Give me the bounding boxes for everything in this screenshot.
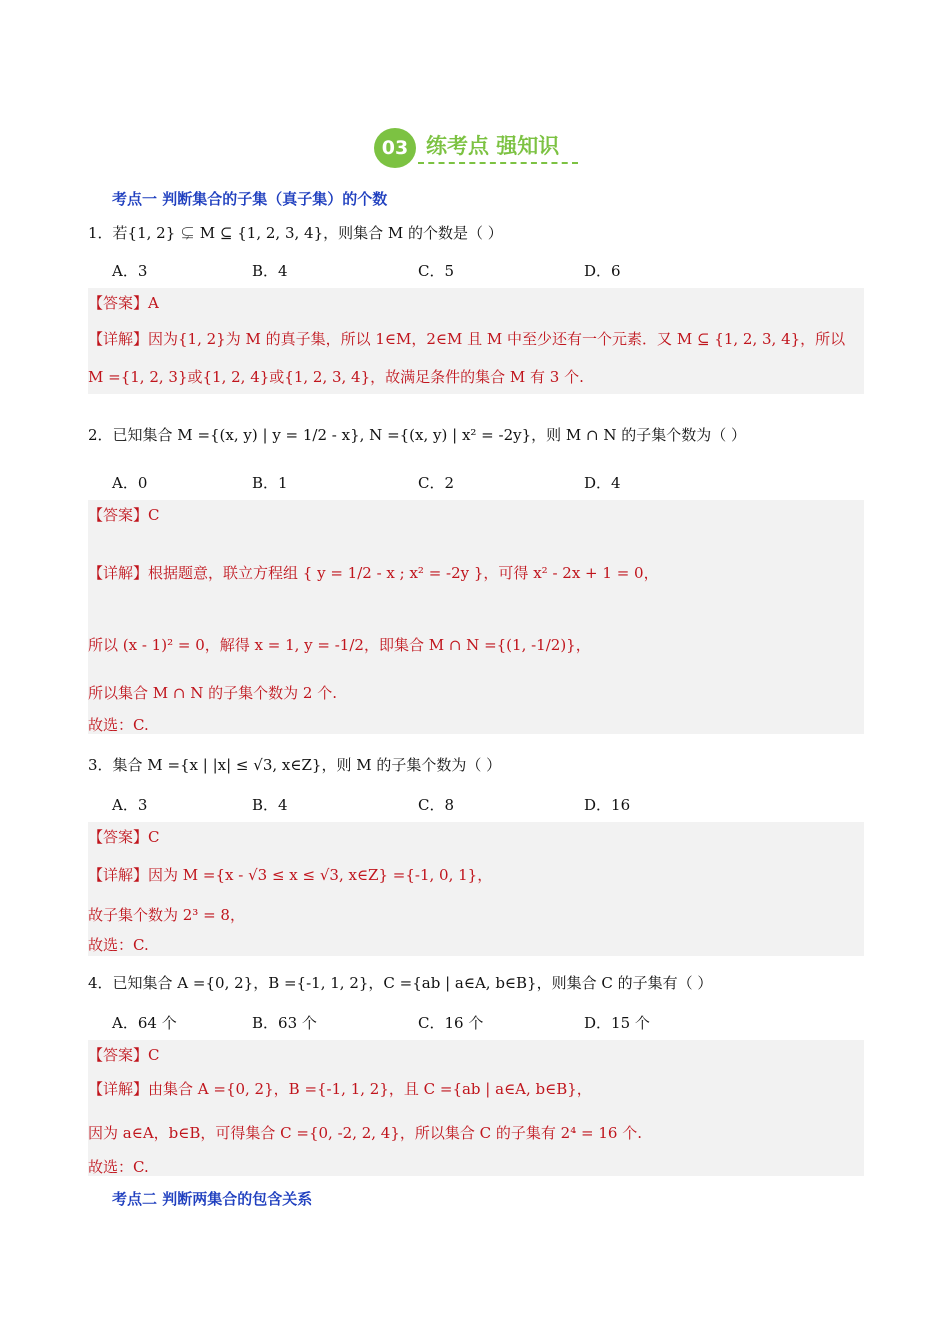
q3-detail-line-2: 故子集个数为 2³ = 8，	[88, 906, 245, 924]
q4-detail-line-3: 故选：C.	[88, 1158, 149, 1176]
section-title: 练考点 强知识	[426, 134, 560, 158]
q2-detail-line-1: 【详解】根据题意，联立方程组 { y = 1/2 - x ; x² = -2y }，可得 x² - 2x + 1 = 0，	[88, 564, 659, 582]
section-heading-1: 考点一 判断集合的子集（真子集）的个数	[112, 190, 388, 208]
question-4-stem: 4．已知集合 A ={0, 2}，B ={-1, 1, 2}，C ={ab | a∈A, b∈B}，则集合 C 的子集有（ ）	[88, 974, 713, 992]
q4-option-a: A．64 个	[112, 1014, 177, 1032]
q2-answer: 【答案】C	[88, 506, 160, 524]
section-header	[374, 124, 594, 168]
q4-detail-line-1: 【详解】由集合 A ={0, 2}，B ={-1, 1, 2}，且 C ={ab | a∈A, b∈B}，	[88, 1080, 592, 1098]
q3-option-d: D．16	[584, 796, 631, 814]
q2-option-d: D．4	[584, 474, 621, 492]
q1-detail-line-1: 【详解】因为{1, 2}为 M 的真子集，所以 1∈M，2∈M 且 M 中至少还有一个元素．又 M ⊆ {1, 2, 3, 4}，所以	[88, 330, 846, 348]
q3-answer: 【答案】C	[88, 828, 160, 846]
q1-answer: 【答案】A	[88, 294, 159, 312]
q1-option-d: D．6	[584, 262, 621, 280]
q3-option-b: B．4	[252, 796, 288, 814]
q3-detail-line-3: 故选：C.	[88, 936, 149, 954]
q2-option-c: C．2	[418, 474, 455, 492]
q1-answer-box	[88, 288, 864, 394]
q2-detail-line-3: 所以集合 M ∩ N 的子集个数为 2 个.	[88, 684, 337, 702]
q2-option-a: A．0	[112, 474, 148, 492]
q2-option-b: B．1	[252, 474, 288, 492]
q2-detail-line-4: 故选：C.	[88, 716, 149, 734]
q1-option-c: C．5	[418, 262, 455, 280]
question-1-stem: 1．若{1, 2} ⊊ M ⊆ {1, 2, 3, 4}，则集合 M 的个数是（ ）	[88, 224, 503, 242]
q3-detail-line-1: 【详解】因为 M ={x - √3 ≤ x ≤ √3, x∈Z} ={-1, 0, 1}，	[88, 866, 493, 884]
q4-answer-box	[88, 1040, 864, 1176]
q2-answer-box	[88, 500, 864, 734]
q1-option-b: B．4	[252, 262, 288, 280]
q1-option-a: A．3	[112, 262, 148, 280]
q3-option-c: C．8	[418, 796, 455, 814]
q4-option-c: C．16 个	[418, 1014, 484, 1032]
question-3-stem: 3．集合 M ={x | |x| ≤ √3, x∈Z}，则 M 的子集个数为（ ）	[88, 756, 502, 774]
title-underline	[418, 162, 578, 164]
q4-answer: 【答案】C	[88, 1046, 160, 1064]
q4-option-d: D．15 个	[584, 1014, 650, 1032]
q1-detail-line-2: M ={1, 2, 3}或{1, 2, 4}或{1, 2, 3, 4}，故满足条件的集合 M 有 3 个.	[88, 368, 584, 386]
q4-option-b: B．63 个	[252, 1014, 317, 1032]
q2-detail-line-2: 所以 (x - 1)² = 0，解得 x = 1, y = -1/2，即集合 M ∩ N ={(1, -1/2)}，	[88, 636, 591, 654]
section-heading-2: 考点二 判断两集合的包含关系	[112, 1190, 313, 1208]
q4-detail-line-2: 因为 a∈A，b∈B，可得集合 C ={0, -2, 2, 4}，所以集合 C 的子集有 2⁴ = 16 个.	[88, 1124, 642, 1142]
question-2-stem: 2．已知集合 M ={(x, y) | y = 1/2 - x}, N ={(x, y) | x² = -2y}，则 M ∩ N 的子集个数为（ ）	[88, 426, 747, 444]
q3-option-a: A．3	[112, 796, 148, 814]
section-number-badge: 03	[374, 128, 416, 168]
q3-answer-box	[88, 822, 864, 956]
